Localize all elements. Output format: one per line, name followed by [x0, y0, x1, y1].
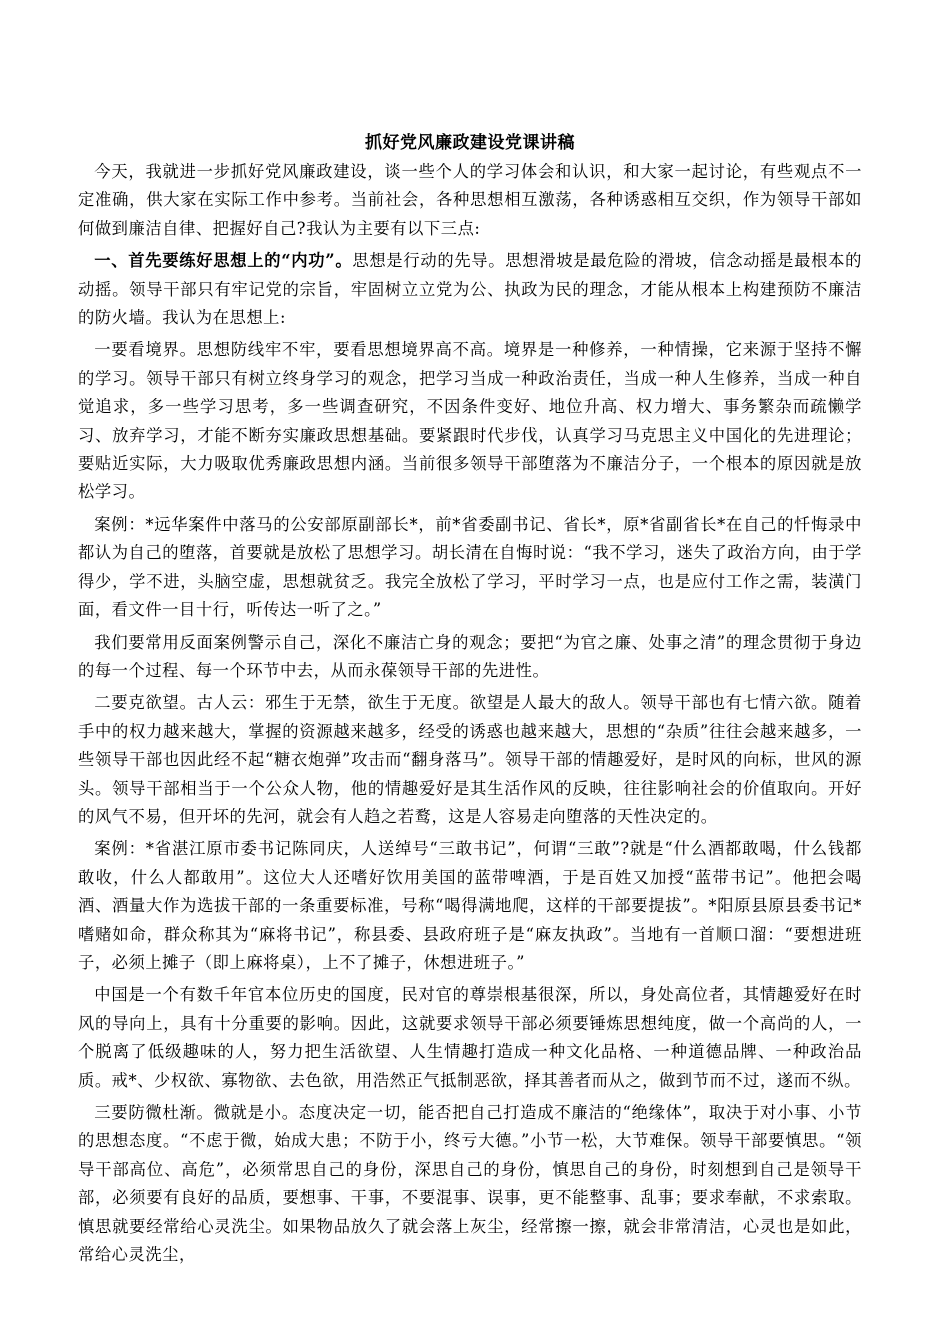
- paragraph-text: 案例：*省湛江原市委书记陈同庆，人送绰号“三敢书记”，何谓“三敢”?就是“什么酒都敢喝，什么钱都敢收，什么人都敢用”。这位大人还嗜好饮用美国的蓝带啤酒，于是百姓又加授“蓝带书记”。他把会喝酒、酒量大作为选拔干部的一条重要标准，号称“喝得满地爬，这样的干部要提拔”。*阳原县原县委书记*嗜赌如命，群众称其为“麻将书记”，称县委、县政府班子是“麻友执政”。当地有一首顺口溜：“要想进班子，必须上摊子（即上麻将桌），上不了摊子，休想进班子。”: [78, 839, 862, 972]
- document-body: [78, 128, 862, 1273]
- paragraph-text: 今天，我就进一步抓好党风廉政建设，谈一些个人的学习体会和认识，和大家一起讨论，有些观点不一定准确，供大家在实际工作中参考。当前社会，各种思想相互激荡，各种诱惑相互交织，作为领导干部如何做到廉洁自律、把握好自己?我认为主要有以下三点:: [78, 162, 862, 238]
- paragraph-text: 二要克欲望。古人云：邪生于无禁，欲生于无度。欲望是人最大的敌人。领导干部也有七情六欲。随着手中的权力越来越大，掌握的资源越来越多，经受的诱惑也越来越大，思想的“杂质”往往会越来越多，一些领导干部也因此经不起“糖衣炮弹”攻击而“翻身落马”。领导干部的情趣爱好，是时风的向标，世风的源头。领导干部相当于一个公众人物，他的情趣爱好是其生活作风的反映，往往影响社会的价值取向。开好的风气不易，但开坏的先河，就会有人趋之若鹜，这是人容易走向堕落的天性决定的。: [78, 693, 862, 826]
- paragraph-warning: [78, 629, 862, 686]
- paragraph-text: 我们要常用反面案例警示自己，深化不廉洁亡身的观念；要把“为官之廉、处事之清”的理念贯彻于身边的每一个过程、每一个环节中去，从而永葆领导干部的先进性。: [78, 632, 862, 680]
- paragraph-desire: [78, 689, 862, 831]
- paragraph-case-1: [78, 511, 862, 625]
- paragraph-text: 三要防微杜渐。微就是小。态度决定一切，能否把自己打造成不廉洁的“绝缘体”，取决于对小事、小节的思想态度。“不虑于微，始成大患；不防于小，终亏大德。”小节一松，大节难保。领导干部要慎思。“领导干部高位、高危”，必须常思自己的身份，深思自己的身份，慎思自己的身份，时刻想到自己是领导干部，必须要有良好的品质，要想事、干事，不要混事、误事，更不能整事、乱事；要求奉献，不求索取。慎思就要经常给心灵洗尘。如果物品放久了就会落上灰尘，经常擦一擦，就会非常清洁，心灵也是如此，常给心灵洗尘，: [78, 1103, 862, 1265]
- section-heading: 一、首先要练好思想上的“内功”。: [94, 251, 353, 271]
- document-title: 抓好党风廉政建设党课讲稿: [365, 133, 575, 153]
- paragraph-case-2: [78, 835, 862, 977]
- paragraph-realm: [78, 336, 862, 506]
- paragraph-text: 一要看境界。思想防线牢不牢，要看思想境界高不高。境界是一种修养，一种情操，它来源于坚持不懈的学习。领导干部只有树立终身学习的观念，把学习当成一种政治责任，当成一种人生修养，当成一种自觉追求，多一些学习思考，多一些调查研究，不因条件变好、地位升高、权力增大、事务繁杂而疏懒学习、放弃学习，才能不断夯实廉政思想基础。要紧跟时代步伐，认真学习马克思主义中国化的先进理论；要贴近实际，大力吸取优秀廉政思想内涵。当前很多领导干部堕落为不廉洁分子，一个根本的原因就是放松学习。: [78, 340, 862, 502]
- paragraph-china: [78, 981, 862, 1095]
- paragraph-text: 中国是一个有数千年官本位历史的国度，民对官的尊崇根基很深，所以，身处高位者，其情趣爱好在时风的导向上，具有十分重要的影响。因此，这就要求领导干部必须要锤炼思想纯度，做一个高尚的人，一个脱离了低级趣味的人，努力把生活欲望、人生情趣打造成一种文化品格、一种道德品牌、一种政治品质。戒*、少权欲、寡物欲、去色欲，用浩然正气抵制恶欲，择其善者而从之，做到节而不过，遂而不纵。: [78, 985, 862, 1090]
- paragraph-prevention: [78, 1099, 862, 1269]
- paragraph-text: 思想是行动的先导。思想滑坡是最危险的滑坡，信念动摇是最根本的动摇。领导干部只有牢记党的宗旨，牢固树立立党为公、执政为民的理念，才能从根本上构建预防不廉洁的防火墙。我认为在思想上:: [78, 251, 862, 328]
- paragraph-intro: [78, 158, 862, 243]
- paragraph-section-one: [78, 247, 862, 332]
- paragraph-text: 案例：*远华案件中落马的公安部原副部长*，前*省委副书记、省长*，原*省副省长*在自己的忏悔录中都认为自己的堕落，首要就是放松了思想学习。胡长清在自悔时说：“我不学习，迷失了政治方向，由于学得少，学不进，头脑空虚，思想就贫乏。我完全放松了学习，平时学习一点，也是应付工作之需，装潢门面，看文件一目十行，听传达一听了之。”: [78, 514, 862, 620]
